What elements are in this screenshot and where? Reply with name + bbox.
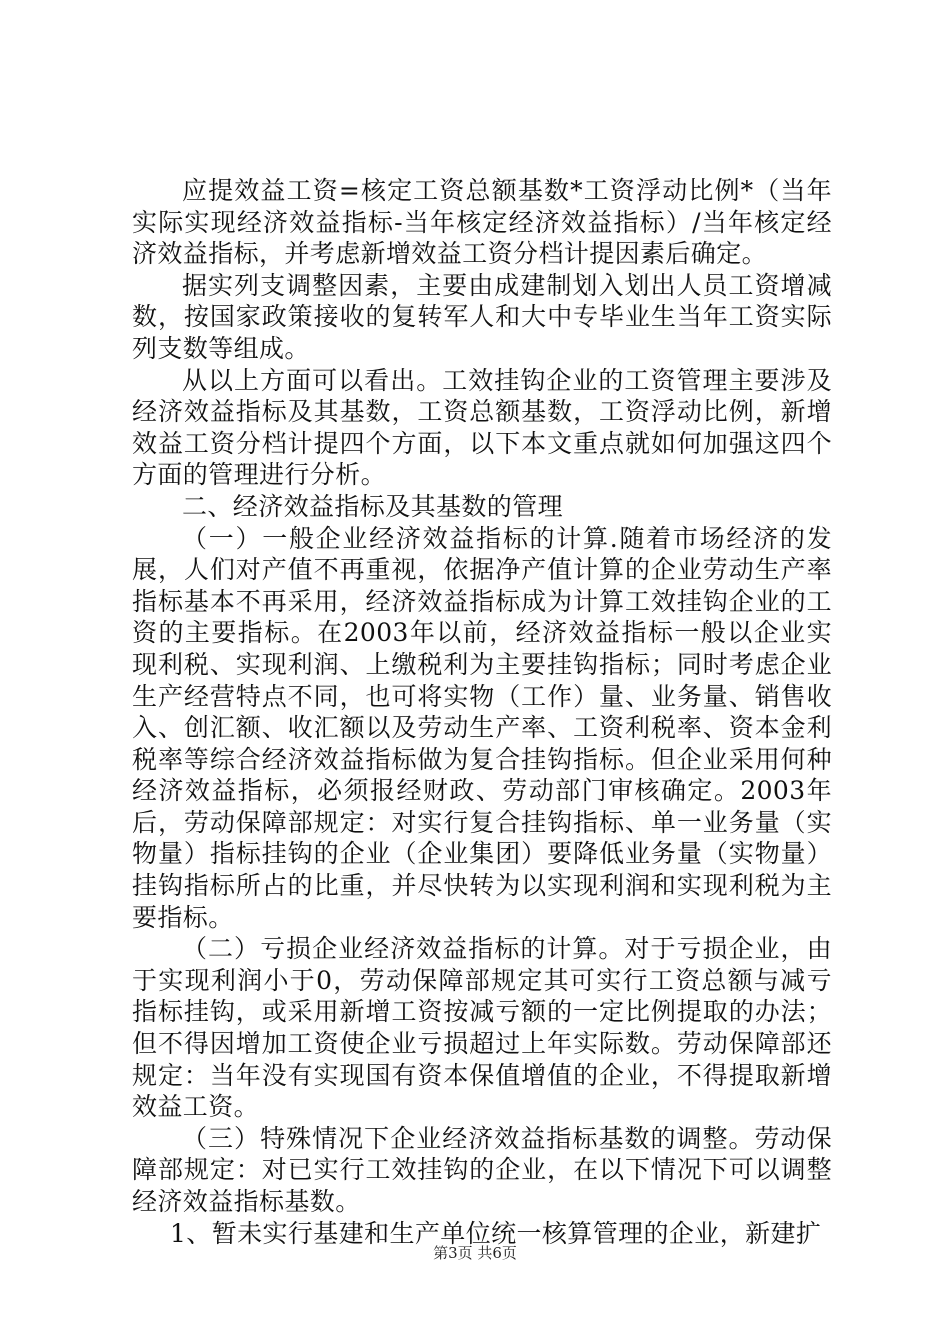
- paragraph-loss-enterprise-indicators: （二）亏损企业经济效益指标的计算。对于亏损企业，由于实现利润小于0，劳动保障部规定其可实行工资总额与减亏指标挂钩，或采用新增工资按减亏额的一定比例提取的办法；但不得因增加工资使企业亏损超过上年实际数。劳动保障部还规定：当年没有实现国有资本保值增值的企业，不得提取新增效益工资。: [132, 934, 832, 1122]
- section-heading-economic-indicators: 二、经济效益指标及其基数的管理: [182, 491, 564, 521]
- paragraph-adjustment-factors: 据实列支调整因素，主要由成建制划入划出人员工资增减数，按国家政策接收的复转军人和大中专毕业生当年工资实际列支数等组成。: [132, 270, 832, 363]
- page-footer: [0, 1242, 950, 1263]
- paragraph-general-enterprise-indicators: （一）一般企业经济效益指标的计算.随着市场经济的发展，人们对产值不再重视，依据净产值计算的企业劳动生产率指标基本不再采用，经济效益指标成为计算工效挂钩企业的工资的主要指标。在2003年以前，经济效益指标一般以企业实现利税、实现利润、上缴税利为主要挂钩指标；同时考虑企业生产经营特点不同，也可将实物（工作）量、业务量、销售收入、创汇额、收汇额以及劳动生产率、工资利税率、资本金利税率等综合经济效益指标做为复合挂钩指标。但企业采用何种经济效益指标，必须报经财政、劳动部门审核确定。2003年后，劳动保障部规定：对实行复合挂钩指标、单一业务量（实物量）指标挂钩的企业（企业集团）要降低业务量（实物量）挂钩指标所占的比重，并尽快转为以实现利润和实现利税为主要指标。: [132, 523, 832, 932]
- document-body: [132, 175, 832, 1249]
- paragraph-efficiency-wage-formula: 应提效益工资=核定工资总额基数*工资浮动比例*（当年实际实现经济效益指标-当年核定经济效益指标）/当年核定经济效益指标，并考虑新增效益工资分档计提因素后确定。: [132, 176, 832, 269]
- paragraph-special-adjustment: （三）特殊情况下企业经济效益指标基数的调整。劳动保障部规定：对已实行工效挂钩的企业，在以下情况下可以调整经济效益指标基数。: [132, 1123, 832, 1216]
- page-number-label: 第3页 共6页: [433, 1244, 517, 1262]
- paragraph-item-1: 1、暂未实行基建和生产单位统一核算管理的企业，新建扩: [170, 1218, 822, 1248]
- paragraph-four-aspects: 从以上方面可以看出。工效挂钩企业的工资管理主要涉及经济效益指标及其基数，工资总额基数，工资浮动比例，新增效益工资分档计提四个方面，以下本文重点就如何加强这四个方面的管理进行分析。: [132, 365, 832, 490]
